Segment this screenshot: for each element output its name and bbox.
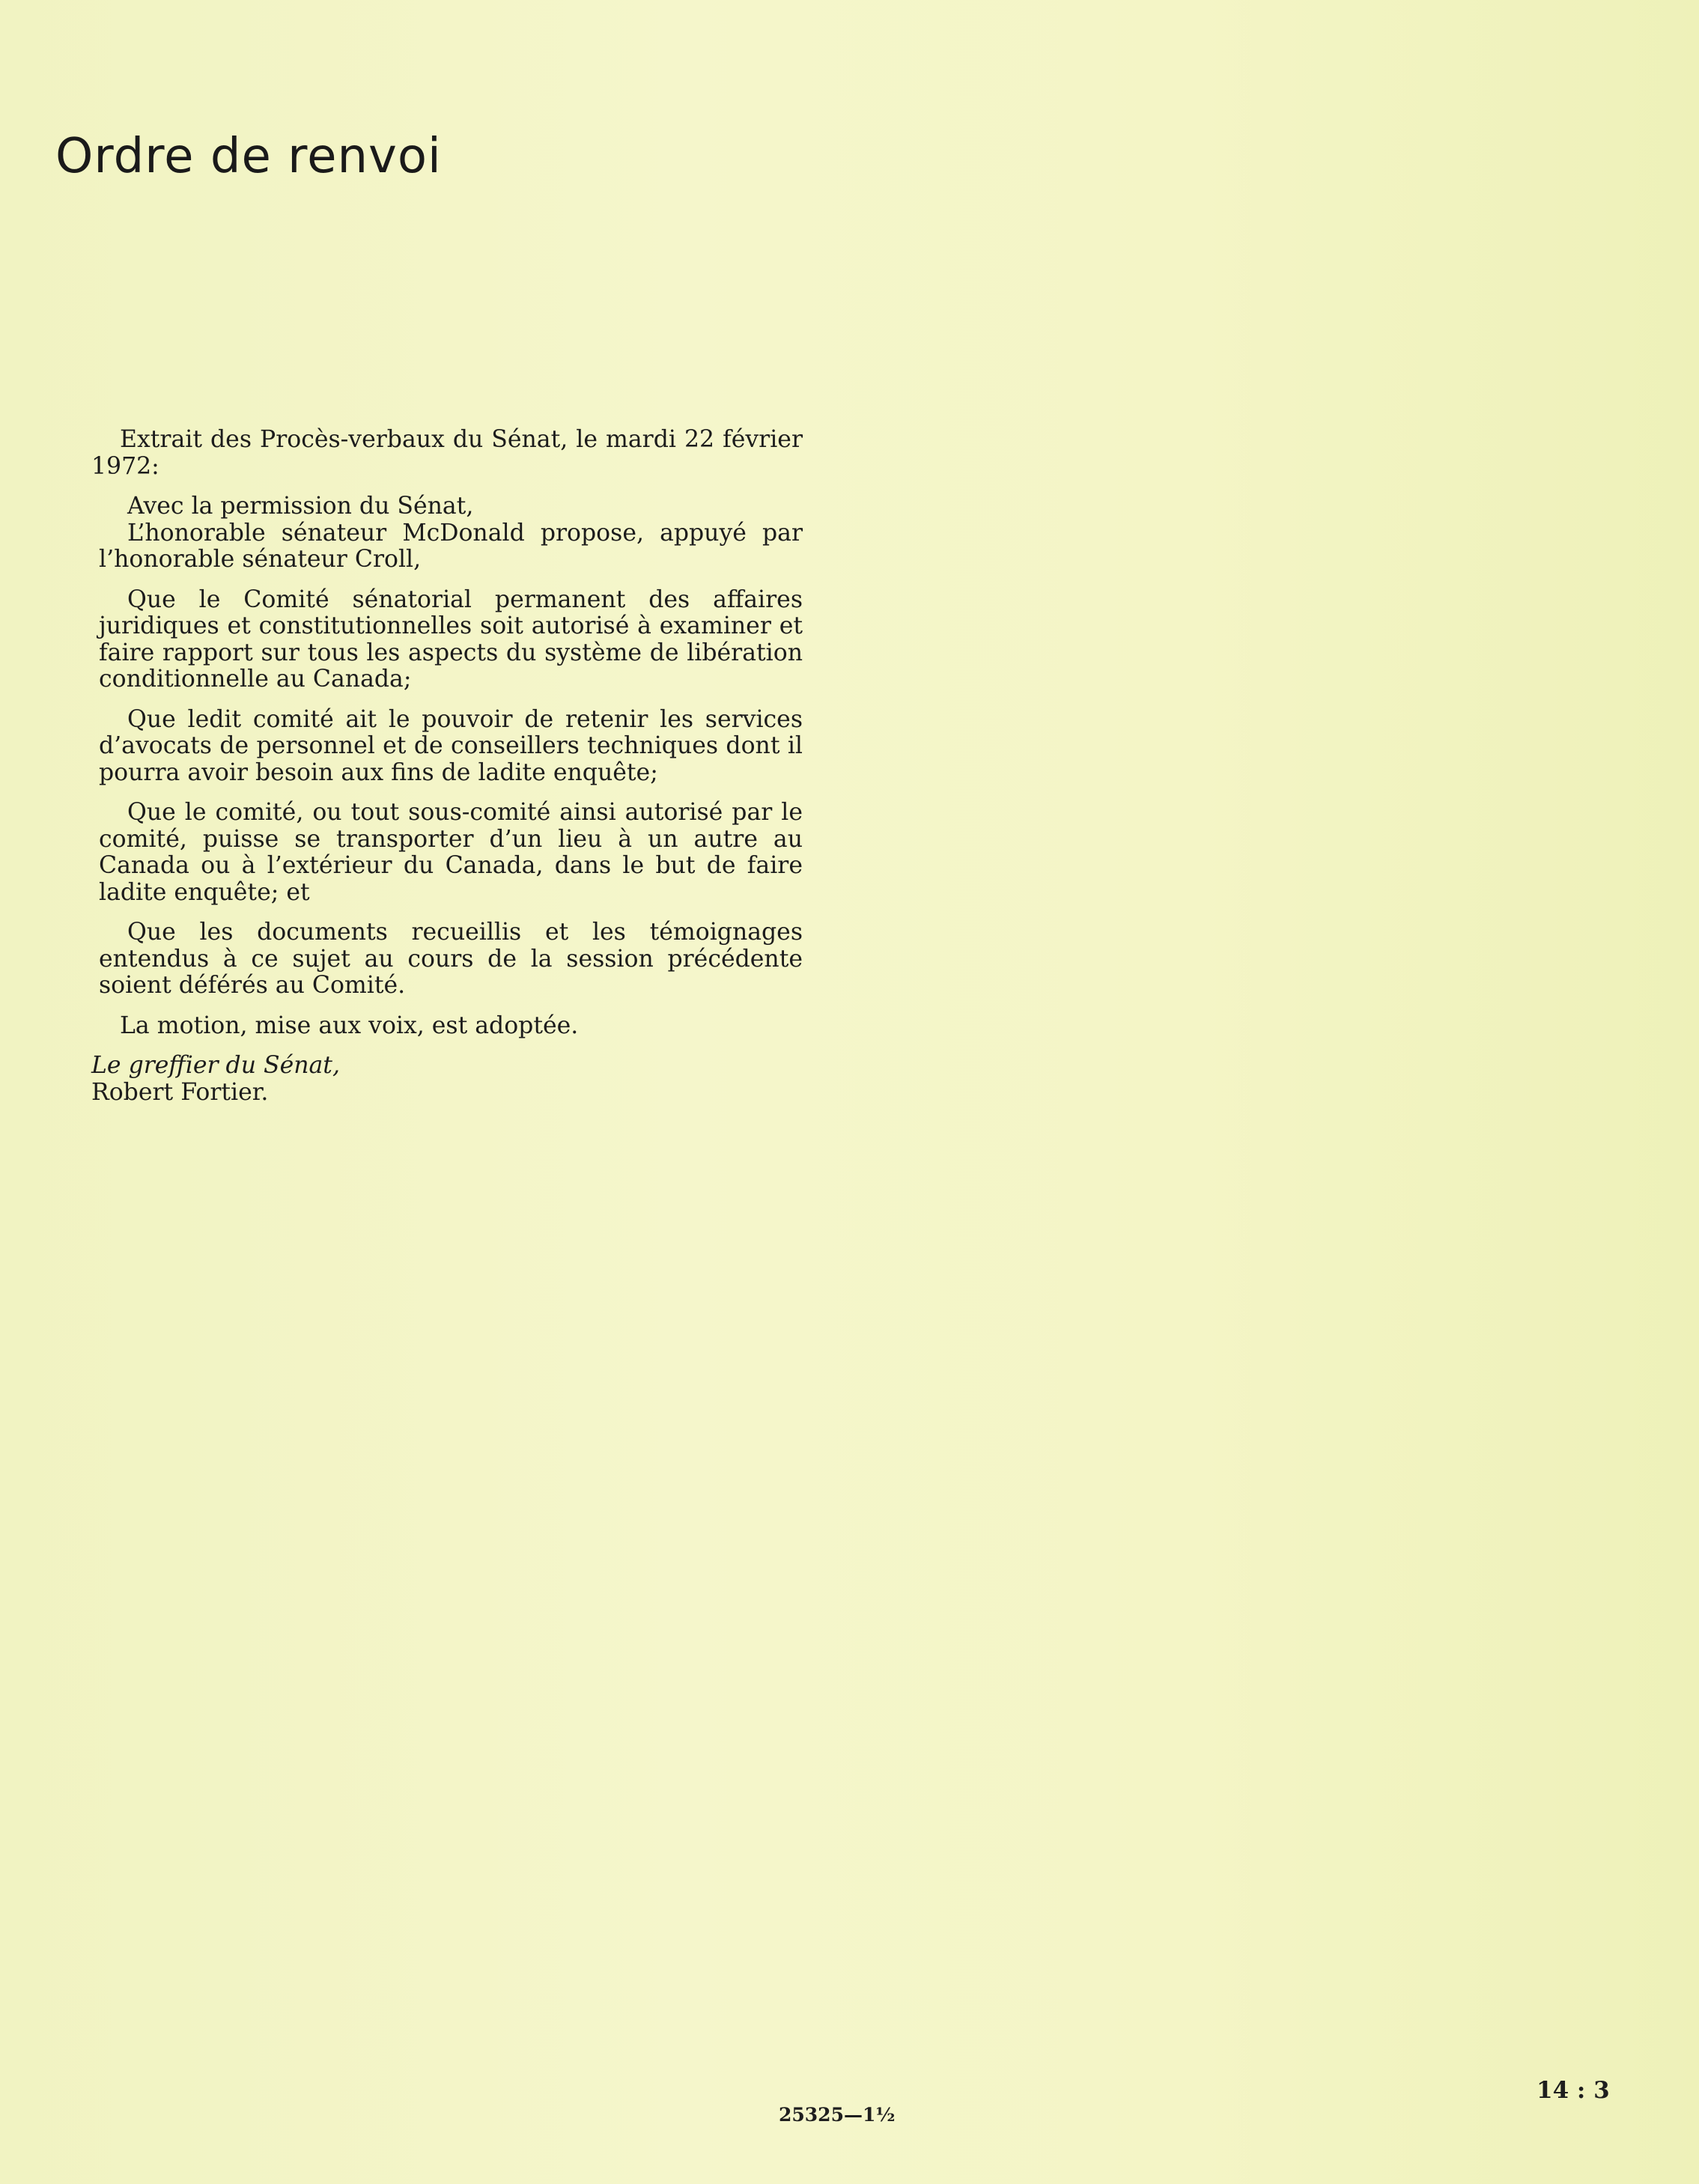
page-number: 14 : 3 bbox=[1537, 2077, 1610, 2104]
proposal-paragraph: L’honorable sénateur McDonald propose, appuyé par l’honorable sénateur Croll, bbox=[99, 519, 803, 573]
order-of-reference-text bbox=[91, 427, 803, 1106]
permission-line: Avec la permission du Sénat, bbox=[127, 493, 474, 520]
extract-intro: Extrait des Procès-verbaux du Sénat, le mardi 22 février 1972: bbox=[91, 426, 803, 480]
signature-name: Robert Fortier. bbox=[91, 1078, 269, 1106]
clause-paragraph: Que le comité, ou tout sous-comité ainsi autorisé par le comité, puisse se transporter d’un lieu à un autre au Canada ou à l’extérieur du Canada, dans le but de faire ladite enquête; et bbox=[99, 799, 803, 906]
page-title: Ordre de renvoi bbox=[55, 129, 442, 184]
print-code: 25325—1½ bbox=[779, 2104, 896, 2126]
motion-result: La motion, mise aux voix, est adoptée. bbox=[120, 1012, 579, 1039]
clause-paragraph: Que les documents recueillis et les témoignages entendus à ce sujet au cours de la session précédente soient déférés au Comité. bbox=[99, 919, 803, 999]
clause-paragraph: Que ledit comité ait le pouvoir de retenir les services d’avocats de personnel et de conseillers techniques dont il pourra avoir besoin aux fins de ladite enquête; bbox=[99, 705, 803, 786]
clause-paragraph: Que le Comité sénatorial permanent des affaires juridiques et constitutionnelles soit autorisé à examiner et faire rapport sur tous les aspects du système de libération conditionnelle au Canada; bbox=[99, 585, 803, 693]
signature-role: Le greffier du Sénat, bbox=[91, 1052, 340, 1079]
